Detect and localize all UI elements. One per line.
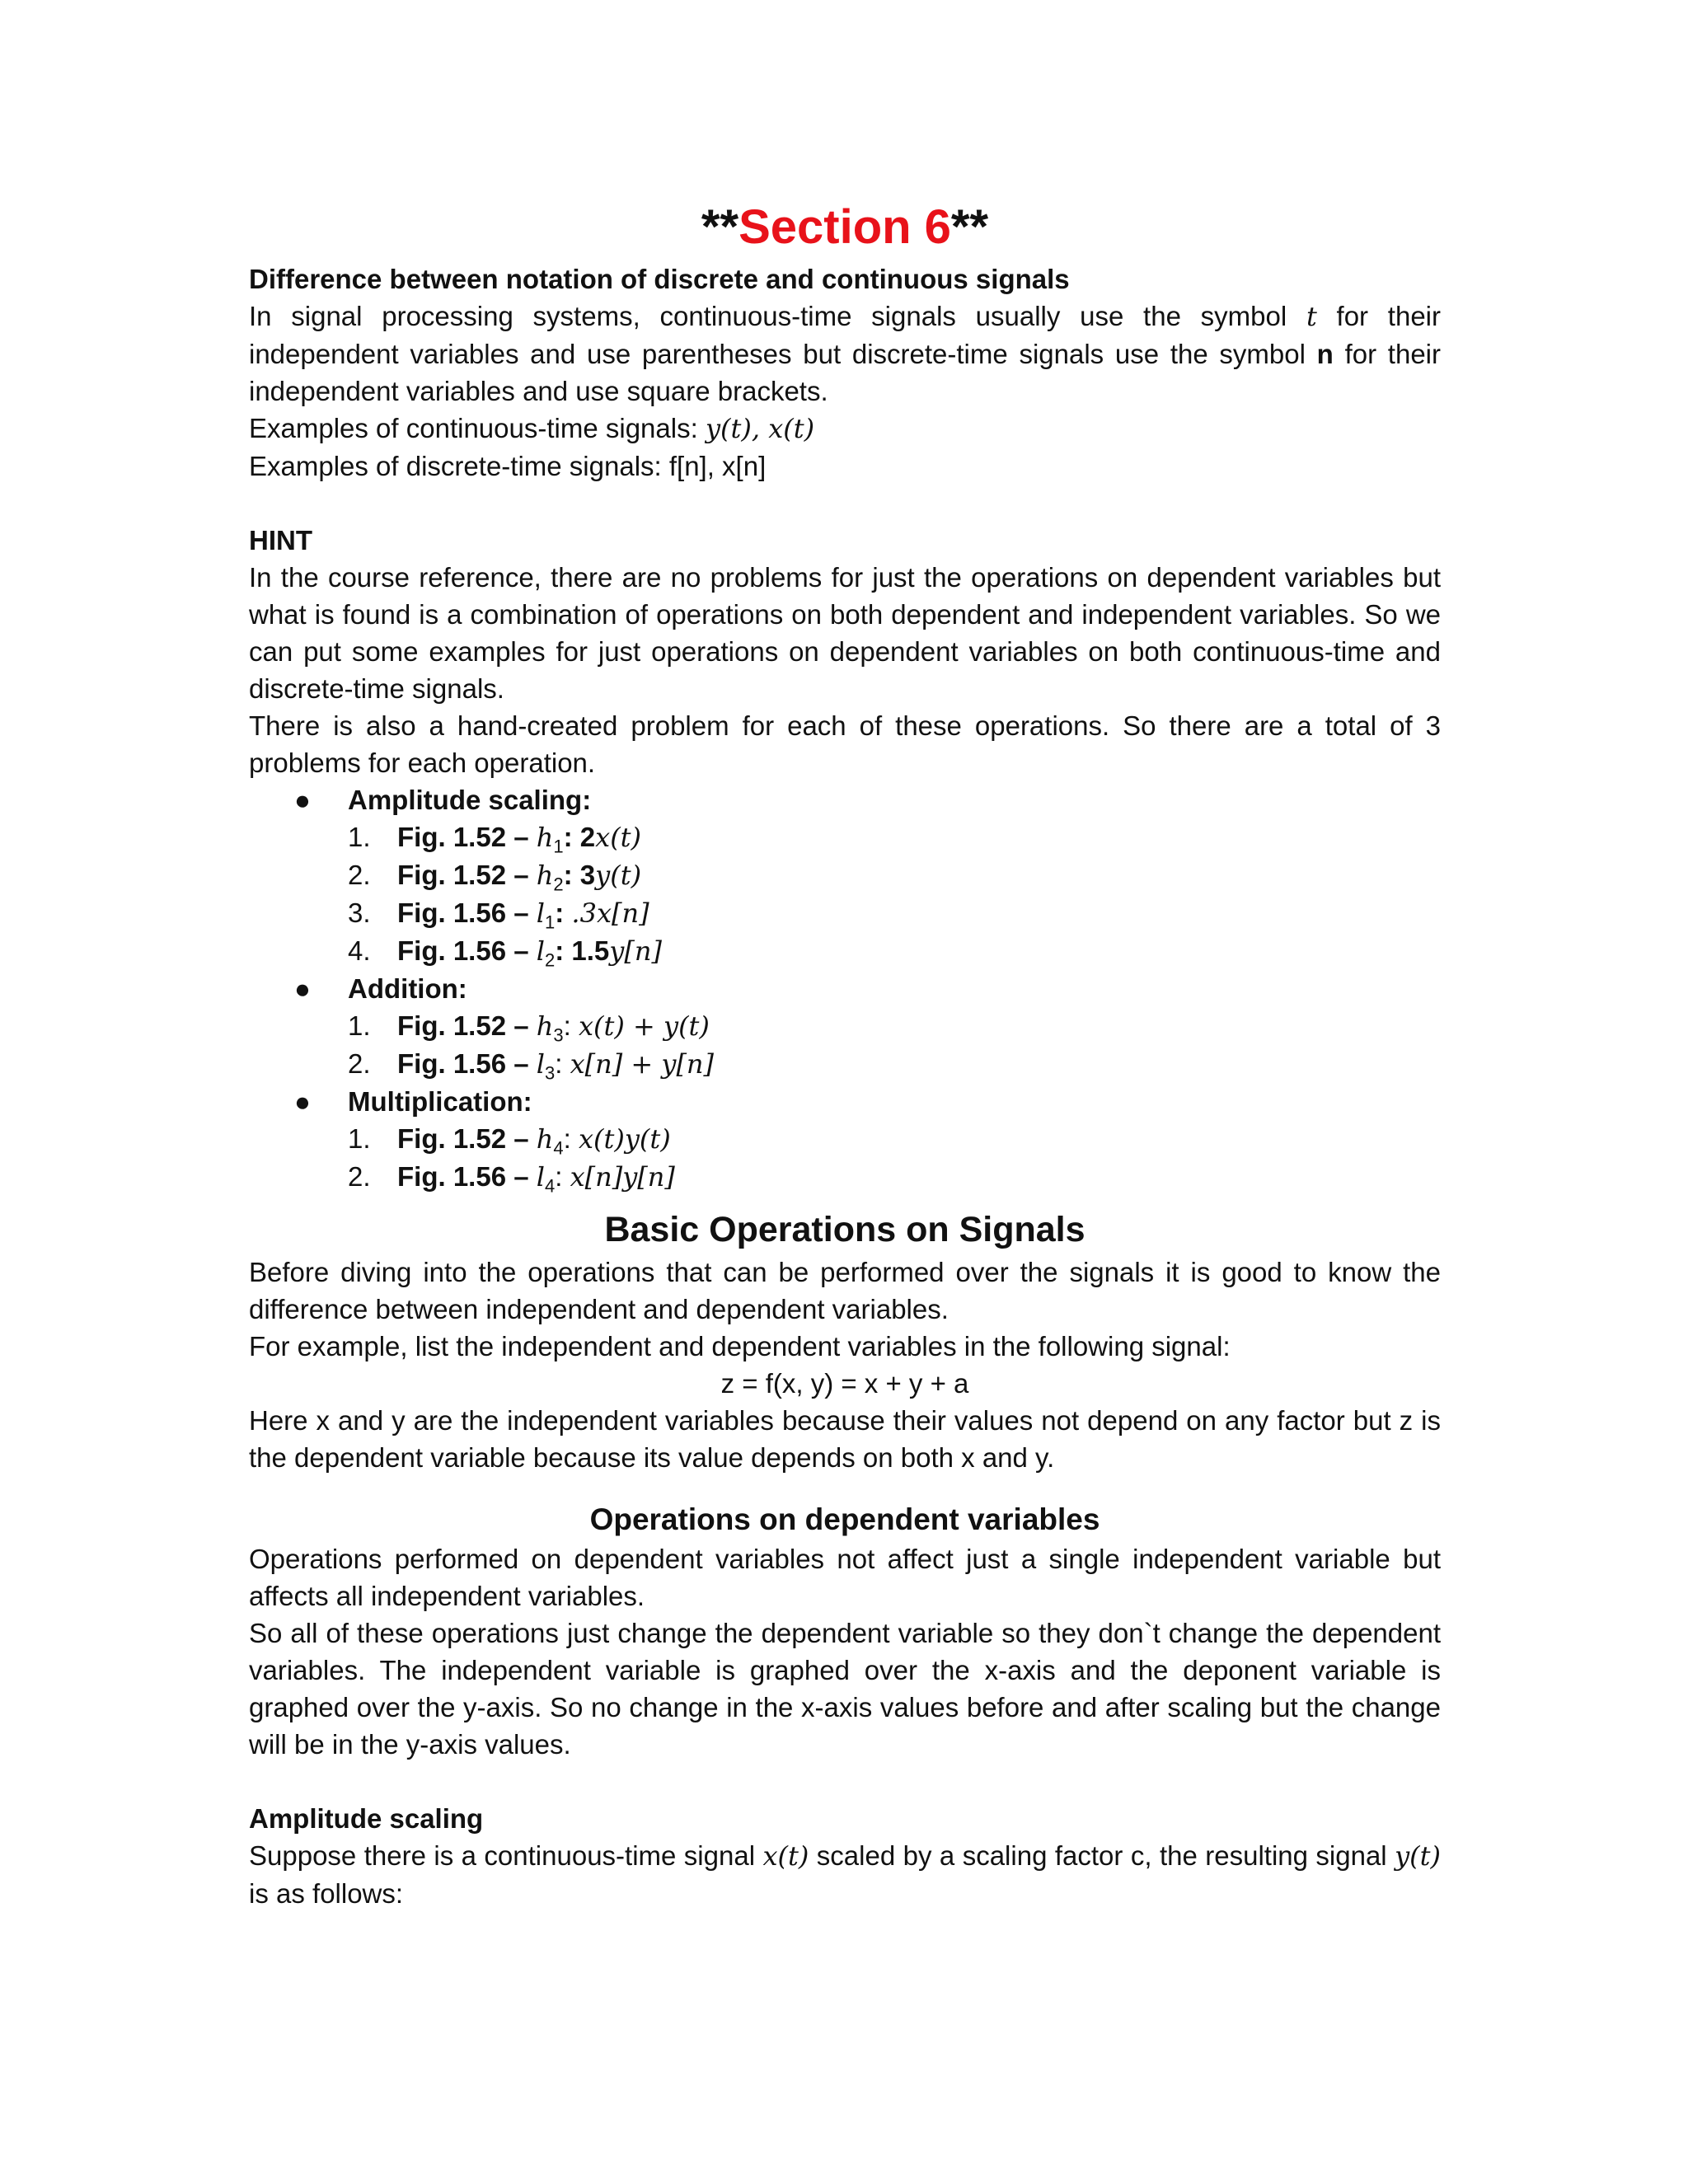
list-item: 2. Fig. $1.56 - l_3$: x[n] + y[n]: [348, 1048, 715, 1084]
list-item: 3. Fig. $1.56 - l_1$: .3x[n]: [348, 898, 649, 933]
title-suffix: **: [950, 200, 989, 254]
list-item: 2. Fig. $1.52 - h_2$: 3y(t): [348, 860, 642, 895]
equation: z = f(x, y) = x + y + a: [720, 1368, 969, 1399]
notation-heading: Difference between notation of discrete and continuous signals: [249, 264, 1070, 294]
amplitude-scaling-heading: Amplitude scaling: [249, 1803, 484, 1834]
notation-paragraph: In signal processing systems, continuous-time signals usually use the symbol t for their independent variables and use parentheses but discrete-time signals use the symbol n for their independent variables and use square brackets.: [249, 301, 1441, 406]
document-page: [249, 198, 1441, 1912]
bullet-icon: ●: [294, 785, 311, 815]
bullet-icon: ●: [294, 973, 311, 1004]
list-item: 1. Fig. $1.52 - h_3$: x(t) + y(t): [348, 1010, 710, 1046]
dependent-paragraph-1: Operations performed on dependent variables not affect just a single independent variable but affects all independent variables.: [249, 1544, 1441, 1611]
discrete-examples: Examples of discrete-time signals: f[n], x[n]: [249, 451, 767, 481]
basic-operations-heading: Basic Operations on Signals: [604, 1210, 1085, 1249]
amplitude-paragraph: Suppose there is a continuous-time signal x(t) scaled by a scaling factor c, the resulting signal y(t) is as follows:: [249, 1840, 1441, 1909]
hint-paragraph-2: There is also a hand-created problem for each of these operations. So there are a total of 3 problems for each operation.: [249, 710, 1441, 778]
basic-paragraph-3: Here x and y are the independent variables because their values not depend on any factor but z is the dependent variable because its value depends on both x and y.: [249, 1405, 1441, 1473]
symbol-t: t: [1306, 301, 1317, 332]
title-prefix: **: [701, 200, 739, 254]
dependent-paragraph-2: So all of these operations just change the dependent variable so they don`t change the dependent variables. The independent variable is graphed over the x-axis and the deponent variable is graphed over the y-axis. So no change in the x-axis values before and after scaling but the change will be in the y-axis values.: [249, 1618, 1441, 1760]
operations-list: [249, 781, 1441, 1196]
bullet-icon: ●: [294, 1086, 311, 1117]
page-title: [249, 198, 1441, 257]
operation-amplitude-scaling: ● Amplitude scaling: 1. Fig. $1.52 - h_1$: 2x(t) 2. Fig. $1.52 - h_2$: 3y(t) 3. Fig. $1.56 - l_1$: .3x[n] 4. Fig. $1.56 - l_2$: 1.5y[n]: [294, 781, 1441, 970]
basic-paragraph-2: For example, list the independent and dependent variables in the following signal:: [249, 1331, 1231, 1361]
list-item: 1. Fig. $1.52 - h_4$: x(t)y(t): [348, 1123, 671, 1159]
operation-multiplication: ● Multiplication: 1. Fig. $1.52 - h_4$: x(t)y(t) 2. Fig. $1.56 - l_4$: x[n]y[n]: [294, 1083, 1441, 1196]
basic-paragraph-1: Before diving into the operations that can be performed over the signals it is good to know the difference between independent and dependent variables.: [249, 1257, 1441, 1324]
dependent-operations-heading: Operations on dependent variables: [589, 1502, 1100, 1536]
symbol-n: n: [1316, 339, 1334, 369]
hint-heading: HINT: [249, 525, 312, 555]
list-item: 4. Fig. $1.56 - l_2$: 1.5y[n]: [348, 935, 662, 971]
list-item: 1. Fig. $1.52 - h_1$: 2x(t): [348, 822, 642, 857]
operation-addition: ● Addition: 1. Fig. $1.52 - h_3$: x(t) + y(t) 2. Fig. $1.56 - l_3$: x[n] + y[n]: [294, 970, 1441, 1083]
hint-paragraph-1: In the course reference, there are no problems for just the operations on dependent variables but what is found is a combination of operations on both dependent and independent variables. So we can put some examples for just operations on dependent variables on both continuous-time and discrete-time signals.: [249, 562, 1441, 704]
title-text: Section 6: [738, 200, 951, 254]
continuous-examples: Examples of continuous-time signals: y(t), x(t): [249, 413, 815, 444]
list-item: 2. Fig. $1.56 - l_4$: x[n]y[n]: [348, 1161, 675, 1197]
